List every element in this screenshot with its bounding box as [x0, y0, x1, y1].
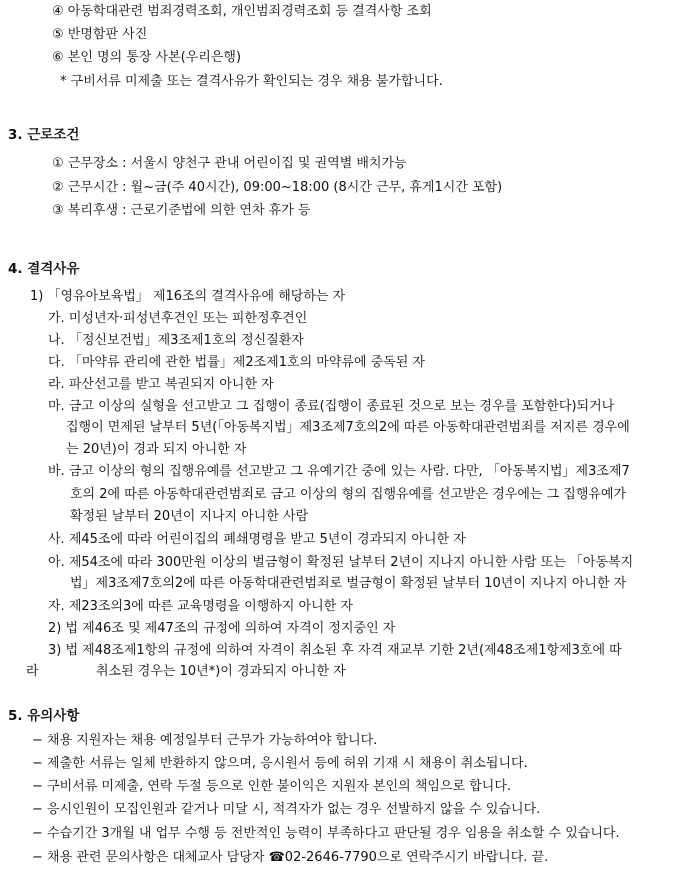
disqualification-line: 3) 법 제48조제1항의 규정에 의하여 자격이 취소된 후 자격 재교부 기한 2년(제48조제1항제3호에 따: [48, 643, 622, 658]
note-item: − 수습기간 3개월 내 업무 수행 등 전반적인 능력이 부족하다고 판단될 경우 임용을 취소할 수 있습니다.: [32, 826, 620, 841]
disqualification-line: 2) 법 제46조 및 제47조의 규정에 의하여 자격이 정지중인 자: [48, 621, 396, 636]
required-doc-note: * 구비서류 미제출 또는 결격사유가 확인되는 경우 채용 불가합니다.: [60, 74, 443, 89]
required-doc-item: ⑤ 반명함판 사진: [52, 27, 148, 42]
disqualification-line: 아. 제54조에 따라 300만원 이상의 벌금형이 확정된 날부터 2년이 지나지 아니한 사람 또는 「아동복지: [48, 555, 634, 570]
disqualification-line: 다. 「마약류 관리에 관한 법률」제2조제1호의 마약류에 중독된 자: [48, 355, 425, 370]
disqualification-line: 나. 「정신보건법」제3조제1호의 정신질환자: [48, 333, 304, 348]
disqualification-line: 사. 제45조에 따라 어린이집의 폐쇄명령을 받고 5년이 경과되지 아니한 자: [48, 532, 466, 547]
section-heading-disqualifications: 4. 결격사유: [8, 261, 80, 277]
section-heading-notes: 5. 유의사항: [8, 708, 80, 724]
disqualification-line: 집행이 면제된 날부터 5년(「아동복지법」제3조제7호의2에 따른 아동학대관련범죄를 저지른 경우에: [66, 420, 630, 435]
note-item: − 제출한 서류는 일체 반환하지 않으며, 응시원서 등에 허위 기재 시 채용이 취소됩니다.: [32, 756, 528, 771]
disqualification-line: 라. 파산선고를 받고 복권되지 아니한 자: [48, 377, 274, 392]
working-condition-item: ③ 복리후생 : 근로기준법에 의한 연차 휴가 등: [52, 203, 311, 218]
disqualification-line: 는 20년)이 경과 되지 아니한 자: [66, 442, 247, 457]
disqualification-line: 확정된 날부터 20년이 지나지 아니한 사람: [70, 509, 309, 524]
required-doc-item: ④ 아동학대관련 범죄경력조회, 개인범죄경력조회 등 결격사항 조회: [52, 4, 432, 19]
note-item: − 채용 관련 문의사항은 대체교사 담당자 ☎02-2646-7790으로 연락주시기 바랍니다. 끝.: [32, 850, 549, 865]
working-condition-item: ① 근무장소 : 서울시 양천구 관내 어린이집 및 권역별 배치가능: [52, 156, 407, 171]
disqualification-line: 법」제3조제7호의2에 따른 아동학대관련범죄로 벌금형이 확정된 날부터 10년이 지나지 아니한 자: [70, 576, 627, 591]
disqualification-line: 1) 「영유아보육법」 제16조의 결격사유에 해당하는 자: [30, 289, 346, 304]
note-item: − 구비서류 미제출, 연락 두절 등으로 인한 불이익은 지원자 본인의 책임으로 합니다.: [32, 779, 512, 794]
disqualification-line: 호의 2에 따른 아동학대관련범죄로 금고 이상의 형의 집행유예를 선고받은 경우에는 그 집행유예가: [70, 487, 627, 502]
disqualification-line: 바. 금고 이상의 형의 집행유예를 선고받고 그 유예기간 중에 있는 사람. 다만, 「아동복지법」제3조제7: [48, 464, 630, 479]
note-item: − 응시인원이 모집인원과 같거나 미달 시, 적격자가 없는 경우 선발하지 않을 수 있습니다.: [32, 802, 541, 817]
disqualification-line: 마. 금고 이상의 실형을 선고받고 그 집행이 종료(집행이 종료된 것으로 보는 경우를 포함한다)되거나: [48, 399, 615, 414]
required-doc-item: ⑥ 본인 명의 통장 사본(우리은행): [52, 50, 242, 65]
disqualification-line: 자. 제23조의3에 따른 교육명령을 이행하지 아니한 자: [48, 599, 353, 614]
disqualification-line: 가. 미성년자·피성년후견인 또는 피한정후견인: [48, 311, 308, 326]
section-heading-working-conditions: 3. 근로조건: [8, 127, 80, 143]
note-item: − 채용 지원자는 채용 예정일부터 근무가 가능하여야 합니다.: [32, 733, 378, 748]
working-condition-item: ② 근무시간 : 월~금(주 40시간), 09:00~18:00 (8시간 근무, 휴게1시간 포함): [52, 180, 503, 195]
disqualification-line: 취소된 경우는 10년*)이 경과되지 아니한 자: [96, 664, 346, 679]
disqualification-line: 라: [26, 664, 39, 679]
